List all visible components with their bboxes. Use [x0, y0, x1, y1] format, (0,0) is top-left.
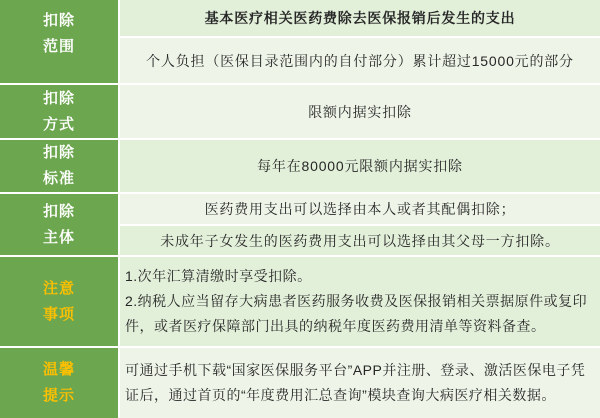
- row-deduction-standard: [0, 140, 600, 192]
- label-line: 扣除: [42, 202, 75, 220]
- content-deduction-method: [120, 85, 600, 138]
- row-tips: [0, 348, 600, 418]
- label-line: 扣除: [42, 144, 75, 161]
- method-text: 限额内据实扣除: [308, 103, 412, 120]
- label-deduction-subject: [0, 194, 118, 255]
- label-deduction-scope: [0, 0, 118, 83]
- standard-text: 每年在80000元限额内据实扣除: [257, 158, 463, 174]
- content-notes: [120, 257, 600, 346]
- subject-self-spouse-text: 医药费用支出可以选择由本人或者其配偶扣除；: [204, 201, 516, 217]
- label-line: 注意: [42, 279, 75, 297]
- method-cell: [120, 85, 600, 138]
- subject-self-spouse-cell: [120, 194, 600, 224]
- content-deduction-subject: [120, 194, 600, 255]
- label-line: 扣除: [42, 89, 75, 107]
- label-line: 提示: [42, 387, 75, 404]
- scope-detail-cell: [120, 38, 600, 83]
- notes-item-1: 1.次年汇算清缴时享受扣除。: [125, 268, 312, 284]
- content-tips: [120, 348, 600, 418]
- tips-cell: [120, 348, 600, 418]
- notes-item-2: 2.纳税人应当留存大病患者医药服务收费及医保报销相关票据原件或复印件，或者医疗保障部门出具的纳税年度医药费用清单等资料备查。: [125, 293, 588, 334]
- row-deduction-method: [0, 85, 600, 138]
- row-deduction-scope: [0, 0, 600, 83]
- scope-header-cell: [120, 0, 600, 36]
- label-line: 温馨: [42, 361, 75, 378]
- content-deduction-standard: [120, 140, 600, 192]
- label-line: 方式: [42, 115, 75, 133]
- scope-detail-text: 个人负担（医保目录范围内的自付部分）累计超过15000元的部分: [146, 52, 574, 69]
- label-line: 范围: [42, 37, 75, 55]
- standard-cell: [120, 140, 600, 192]
- content-deduction-scope: [120, 0, 600, 83]
- tips-text: 可通过手机下载“国家医保服务平台”APP并注册、登录、激活医保电子凭证后，通过首页的“年度费用汇总查询”模块查询大病医疗相关数据。: [125, 362, 586, 403]
- subject-minor-children-text: 未成年子女发生的医药费用支出可以选择由其父母一方扣除。: [160, 232, 560, 249]
- label-line: 标准: [42, 170, 75, 187]
- label-line: 事项: [42, 305, 75, 323]
- label-deduction-standard: [0, 140, 118, 192]
- label-line: 扣除: [42, 11, 75, 29]
- subject-minor-children-cell: [120, 226, 600, 255]
- notes-cell: [120, 257, 600, 346]
- label-notes: [0, 257, 118, 346]
- label-tips: [0, 348, 118, 418]
- row-notes: [0, 257, 600, 346]
- label-deduction-method: [0, 85, 118, 138]
- label-line: 主体: [42, 228, 75, 246]
- scope-header-text: 基本医疗相关医药费除去医保报销后发生的支出: [204, 10, 516, 26]
- row-deduction-subject: [0, 194, 600, 255]
